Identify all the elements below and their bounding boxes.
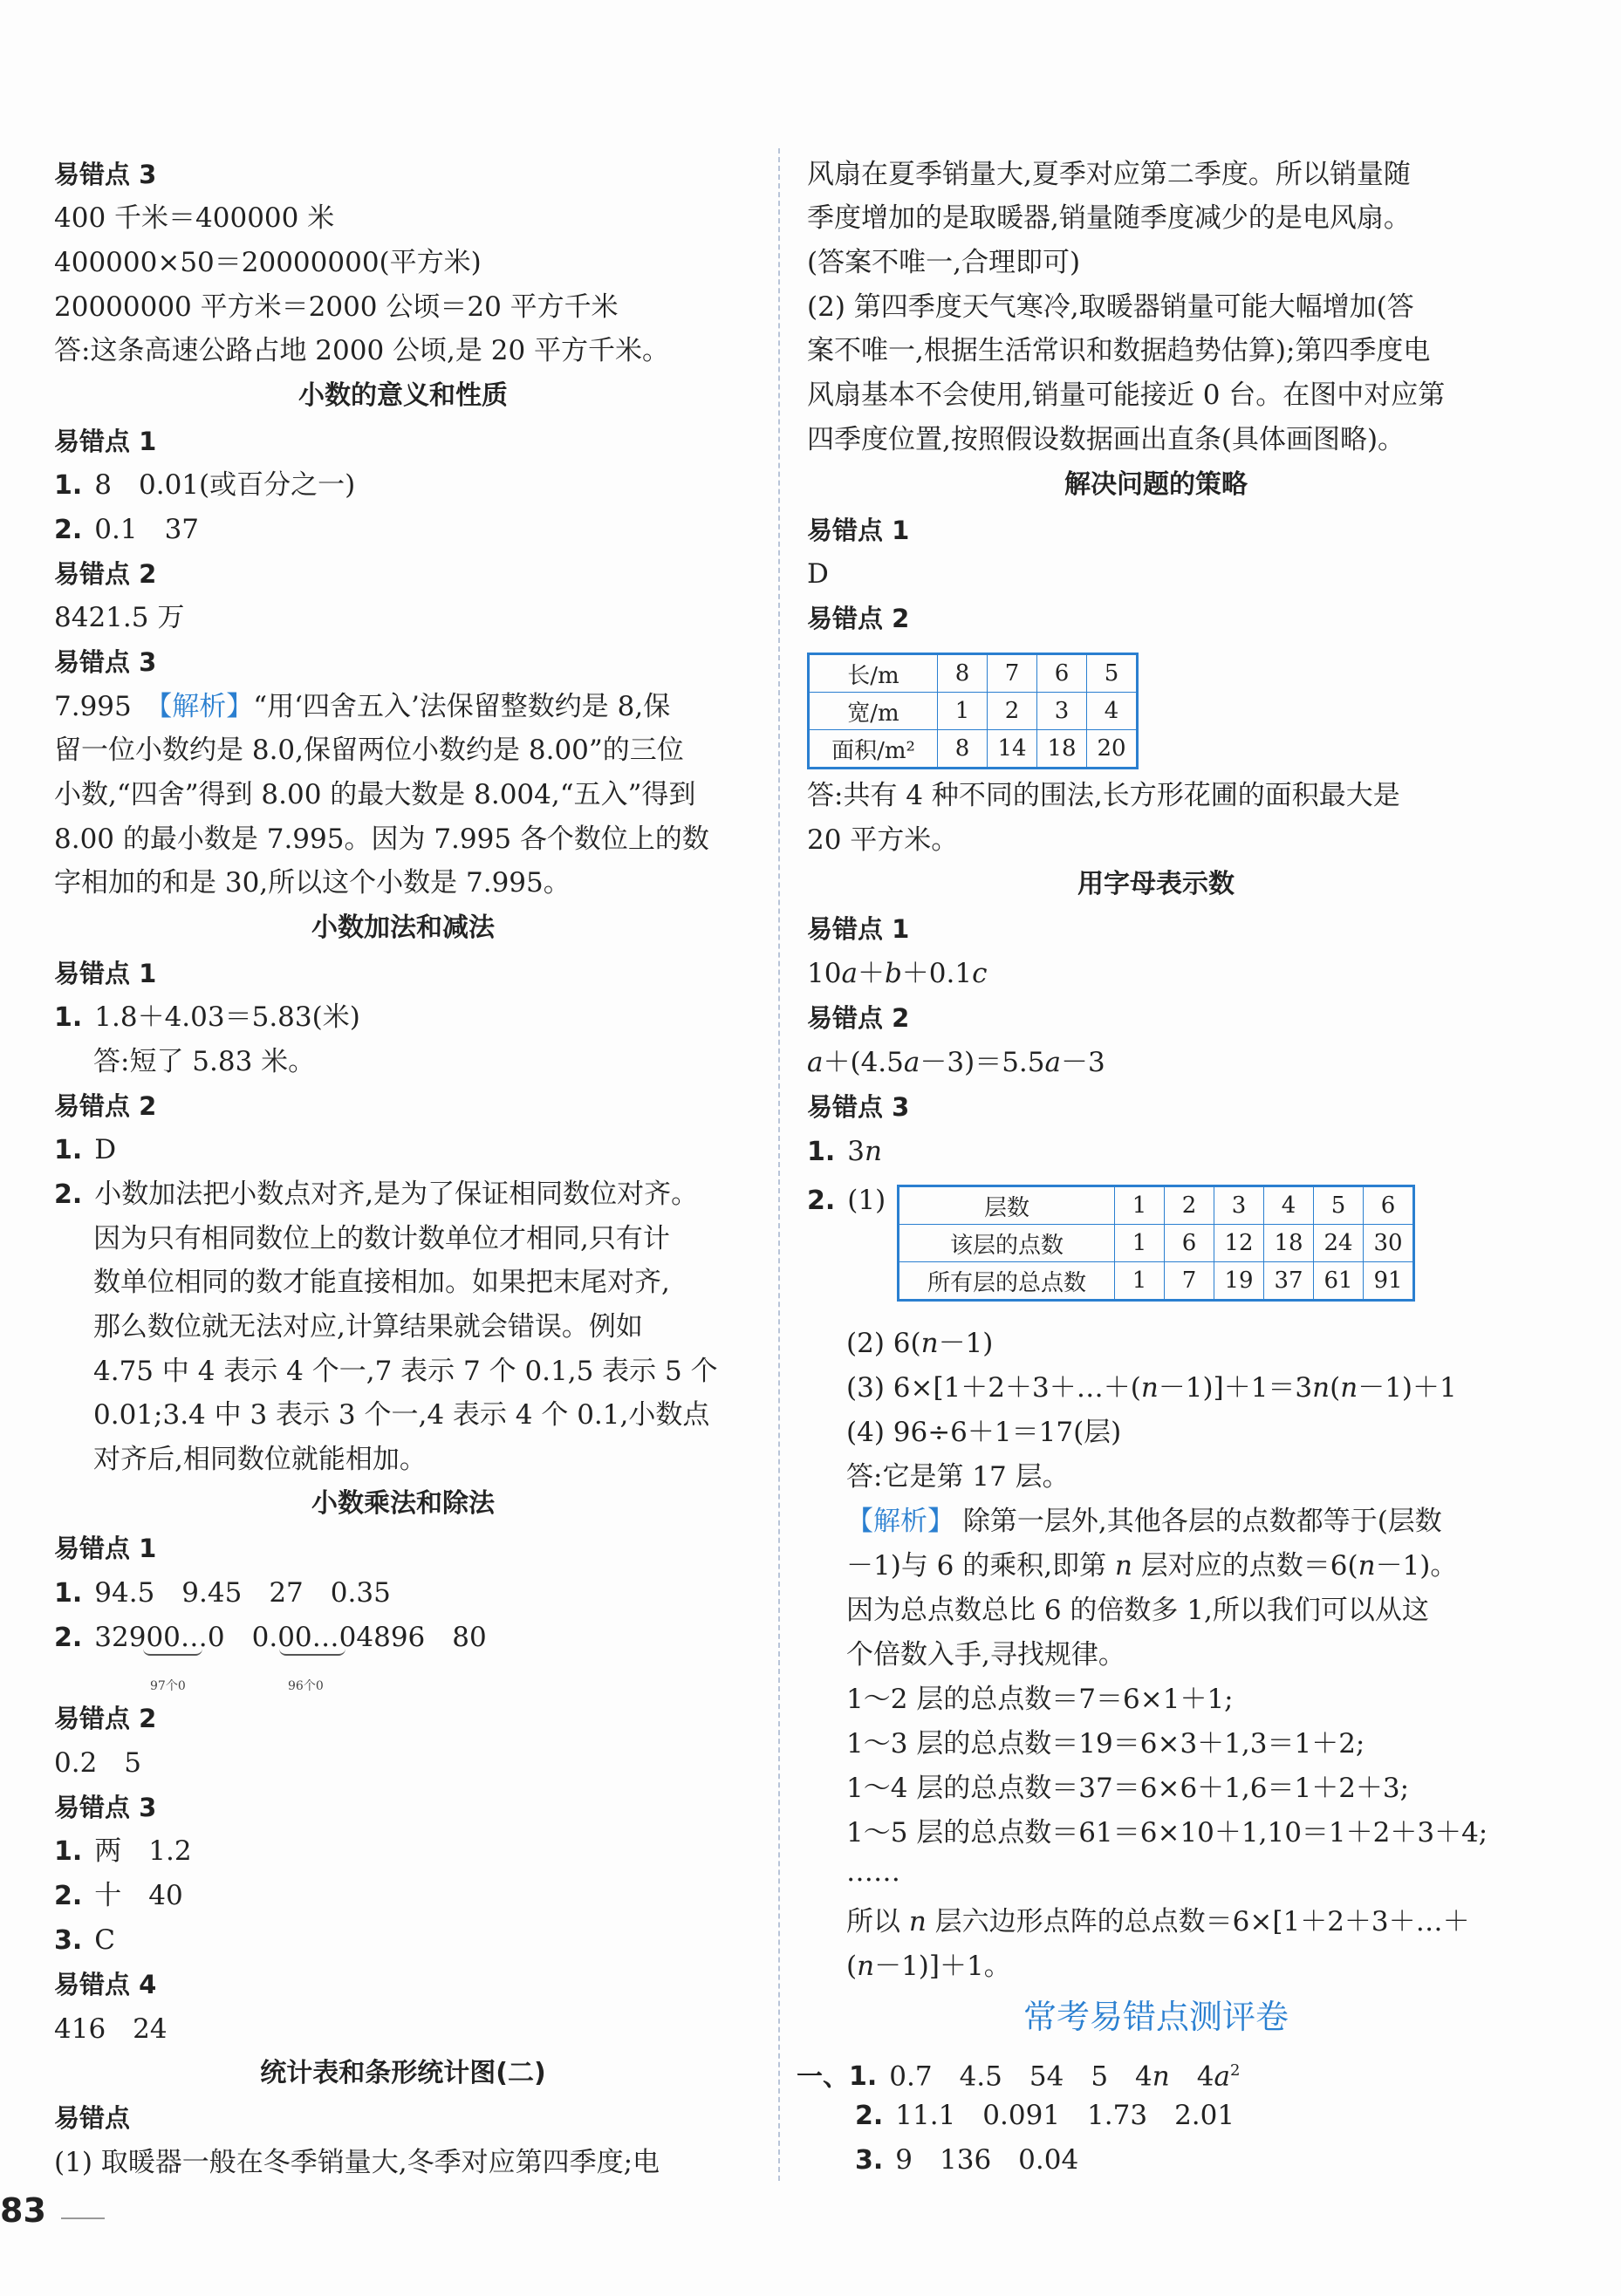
answer-line (54, 1878, 183, 1914)
section-title: 小数乘法和除法 (311, 1488, 495, 1519)
answer-text: 32900…0 (94, 1622, 225, 1653)
variable: n (908, 1906, 927, 1937)
formula-line (846, 1370, 1457, 1405)
text-line: 四季度位置,按照假设数据画出直条(具体画图略)。 (807, 424, 1406, 455)
answer-line (54, 1000, 360, 1035)
answer-line (54, 1834, 192, 1869)
answer-text: 11.1 0.091 1.73 2.01 (895, 2100, 1235, 2131)
text-line: 风扇基本不会使用,销量可能接近 0 台。在图中对应第 (807, 379, 1446, 411)
table-cell: 14 (988, 730, 1037, 769)
variable: n (1114, 1550, 1132, 1582)
variable: n (1340, 1372, 1358, 1404)
answer-line (54, 1620, 487, 1656)
table-row (809, 730, 1138, 769)
heading: 易错点 1 (807, 914, 910, 944)
formula-part: －1)]＋1。 (874, 1951, 1011, 1982)
variable: n (857, 1951, 875, 1982)
item-number: 3. (855, 2145, 884, 2176)
text-line: 答:它是第 17 层。 (846, 1461, 1070, 1493)
formula-part: 层对应的点数＝6( (1132, 1550, 1358, 1582)
formula-part: －1)]＋1＝3 (1158, 1372, 1313, 1404)
test-paper-title: 常考易错点测评卷 (1023, 1998, 1289, 2036)
text-line: 0.2 5 (54, 1747, 142, 1779)
text-line: D (807, 558, 829, 590)
answer-text: 7.995 (54, 691, 132, 722)
table-cell: 6 (1165, 1225, 1214, 1262)
table-row (899, 1225, 1414, 1262)
formula-part: 10 (807, 958, 842, 989)
answer-text: D (94, 1134, 117, 1165)
text-line: 答:这条高速公路占地 2000 公顷,是 20 平方千米。 (54, 335, 670, 366)
analysis-tag: 【解析】 (846, 1506, 954, 1537)
formula-part: －1)。 (1375, 1550, 1458, 1582)
text-line: 1～5 层的总点数＝61＝6×10＋1,10＝1＋2＋3＋4; (846, 1817, 1488, 1848)
analysis-text: 除第一层外,其他各层的点数都等于(层数 (962, 1506, 1442, 1537)
formula-part: 层六边形点阵的总点数＝6×[1＋2＋3＋…＋ (926, 1906, 1470, 1937)
formula-line (846, 1904, 1470, 1939)
text-line: 20000000 平方米＝2000 公顷＝20 平方千米 (54, 291, 619, 323)
text-line: …… (846, 1856, 900, 1888)
variable: n (920, 1328, 939, 1359)
text-line: (答案不唯一,合理即可) (807, 247, 1081, 278)
table-cell: 37 (1264, 1262, 1314, 1301)
answer-text: C (94, 1924, 116, 1956)
item-number: 2. (807, 1186, 836, 1216)
table-cell: 层数 (899, 1186, 1115, 1225)
table-cell: 6 (1364, 1186, 1414, 1225)
table-cell: 长/m (809, 654, 938, 693)
formula-line (846, 1949, 1011, 1984)
formula-part: (3) 6×[1＋2＋3＋…＋( (846, 1372, 1141, 1404)
table-cell: 1 (938, 693, 988, 730)
underbrace-icon (279, 1647, 345, 1656)
dot-pattern-table (897, 1185, 1415, 1302)
table-cell: 4 (1264, 1186, 1314, 1225)
formula-part: －3 (1060, 1047, 1105, 1078)
table-row (809, 654, 1138, 693)
text-line: (4) 96÷6＋1＝17(层) (846, 1417, 1122, 1448)
formula-part: －3)＝5.5 (920, 1047, 1045, 1078)
text-line: 答:共有 4 种不同的围法,长方形花圃的面积最大是 (807, 780, 1400, 811)
formula-part: ( (846, 1951, 858, 1982)
table-cell: 20 (1087, 730, 1138, 769)
answer-text: 8 0.01(或百分之一) (94, 469, 356, 501)
table-cell: 7 (1165, 1262, 1214, 1301)
text-line: 个倍数入手,寻找规律。 (846, 1639, 1125, 1671)
brace-label: 97个0 (150, 1679, 186, 1693)
answer-text: 80 (452, 1622, 487, 1653)
heading: 易错点 (54, 2103, 131, 2133)
heading: 易错点 2 (54, 559, 157, 589)
table-cell: 2 (1165, 1186, 1214, 1225)
section-title: 统计表和条形统计图(二) (260, 2058, 546, 2088)
analysis-text: “用‘四舍五入’法保留整数约是 8,保 (253, 691, 671, 722)
table-cell: 61 (1314, 1262, 1364, 1301)
answer-text: 9 136 0.04 (895, 2144, 1079, 2176)
table-cell: 7 (988, 654, 1037, 693)
page-number-rule (61, 2217, 105, 2219)
section-title: 解决问题的策略 (1064, 469, 1248, 500)
section-title: 小数的意义和性质 (298, 380, 508, 411)
table-cell: 所有层的总点数 (899, 1262, 1115, 1301)
heading: 易错点 3 (807, 1092, 910, 1122)
item-number: 1. (54, 1836, 83, 1867)
item-number: 2. (855, 2101, 884, 2131)
answer-line (54, 468, 355, 503)
item-number: 1. (807, 1137, 836, 1167)
item-number: 2. (54, 515, 83, 545)
answer-text: 小数加法把小数点对齐,是为了保证相同数位对齐。 (94, 1179, 699, 1210)
table-cell: 19 (1214, 1262, 1264, 1301)
heading: 易错点 1 (54, 427, 157, 456)
text-line: 答:短了 5.83 米。 (93, 1046, 316, 1077)
table-cell: 18 (1037, 730, 1087, 769)
formula-part: －1)与 6 的乘积,即第 (846, 1550, 1115, 1582)
variable: n (1358, 1550, 1376, 1582)
text-line: 4.75 中 4 表示 4 个一,7 表示 7 个 0.1,5 表示 5 个 (93, 1356, 718, 1387)
answer-text: 0.1 37 (94, 514, 200, 545)
table-cell: 30 (1364, 1225, 1414, 1262)
formula-part: ＋0.1 (901, 958, 973, 989)
variable: n (1152, 2060, 1170, 2093)
formula-line (807, 1045, 1105, 1080)
analysis-line (846, 1548, 1457, 1583)
formula-line (807, 956, 987, 991)
answer-line (807, 1183, 886, 1219)
table-cell: 12 (1214, 1225, 1264, 1262)
page-number: 83 (0, 2191, 46, 2230)
text-line: 因为总点数总比 6 的倍数多 1,所以我们可以从这 (846, 1595, 1429, 1626)
table-cell: 5 (1087, 654, 1138, 693)
table-row (809, 693, 1138, 730)
answer-line (855, 2098, 1235, 2134)
text-line: 季度增加的是取暖器,销量随季度减少的是电风扇。 (807, 202, 1411, 234)
table-cell: 4 (1087, 693, 1138, 730)
heading: 易错点 2 (807, 604, 910, 633)
text-line: (2) 第四季度天气寒冷,取暖器销量可能大幅增加(答 (807, 291, 1414, 323)
text-line: 因为只有相同数位上的数计数单位才相同,只有计 (93, 1223, 670, 1254)
variable: a (1214, 2060, 1230, 2093)
variable: n (1140, 1372, 1159, 1404)
text-line: 1～2 层的总点数＝7＝6×1＋1; (846, 1684, 1234, 1715)
table-cell: 2 (988, 693, 1037, 730)
heading: 易错点 3 (54, 647, 157, 677)
text-line: 小数,“四舍”得到 8.00 的最大数是 8.004,“五入”得到 (54, 779, 696, 810)
variable: n (1312, 1372, 1330, 1404)
heading: 易错点 2 (54, 1704, 157, 1733)
text-line: 留一位小数约是 8.0,保留两位小数约是 8.00”的三位 (54, 735, 684, 766)
text-line: 风扇在夏季销量大,夏季对应第二季度。所以销量随 (807, 159, 1411, 190)
table-cell: 24 (1314, 1225, 1364, 1262)
analysis-line (846, 1504, 1442, 1539)
heading: 易错点 4 (54, 1970, 157, 1999)
table-cell: 8 (938, 730, 988, 769)
text-line: 那么数位就无法对应,计算结果就会错误。例如 (93, 1311, 643, 1343)
heading: 易错点 1 (807, 516, 910, 545)
variable: b (884, 958, 902, 989)
section-title: 小数加法和减法 (311, 912, 495, 943)
table-cell: 3 (1037, 693, 1087, 730)
table-cell: 8 (938, 654, 988, 693)
item-number: 1. (54, 470, 83, 501)
table-cell: 宽/m (809, 693, 938, 730)
text-line: 20 平方米。 (807, 824, 959, 856)
table-row (899, 1186, 1414, 1225)
text-line: 1～4 层的总点数＝37＝6×6＋1,6＝1＋2＋3; (846, 1773, 1410, 1804)
analysis-line (54, 689, 670, 724)
answer-line (54, 1132, 116, 1168)
table-cell: 面积/m² (809, 730, 938, 769)
item-number: 1. (54, 1002, 83, 1033)
item-number: 2. (54, 1623, 83, 1653)
formula-line (846, 1326, 993, 1361)
table-row (899, 1262, 1414, 1301)
answer-line (797, 2053, 1240, 2094)
exponent: 2 (1229, 2061, 1241, 2080)
answer-line (54, 1177, 698, 1213)
answer-text: 4 (1196, 2060, 1214, 2093)
analysis-tag: 【解析】 (158, 691, 254, 722)
answer-text: 1.8＋4.03＝5.83(米) (94, 1001, 360, 1033)
answer-line (54, 512, 199, 548)
heading: 易错点 3 (54, 1793, 157, 1822)
text-line: 对齐后,相同数位就能相加。 (93, 1444, 427, 1475)
table-cell: 91 (1364, 1262, 1414, 1301)
formula-part: ( (1330, 1372, 1341, 1404)
item-number: 2. (54, 1881, 83, 1911)
table-cell: 6 (1037, 654, 1087, 693)
text-line: 字相加的和是 30,所以这个小数是 7.995。 (54, 867, 571, 899)
sub-number: (1) (847, 1185, 886, 1216)
item-number: 1. (54, 1578, 83, 1609)
formula-part: －1)＋1 (1358, 1372, 1457, 1404)
answer-line (54, 1575, 391, 1611)
formula-part: －1) (938, 1328, 994, 1359)
answer-text: 0.00…04896 (251, 1622, 426, 1653)
answer-text: 94.5 9.45 27 0.35 (94, 1577, 391, 1609)
text-line: 8421.5 万 (54, 602, 185, 633)
variable: a (807, 1047, 824, 1078)
formula-part: 3 (847, 1136, 865, 1167)
heading: 易错点 3 (54, 160, 157, 189)
text-line: 400 千米＝400000 米 (54, 202, 335, 234)
table-cell: 该层的点数 (899, 1225, 1115, 1262)
variable: c (972, 958, 988, 989)
variable: a (841, 958, 858, 989)
variable: a (903, 1047, 920, 1078)
column-divider (778, 148, 780, 2181)
answer-line (807, 1134, 882, 1170)
text-line: 数单位相同的数才能直接相加。如果把末尾对齐, (93, 1267, 670, 1298)
table-cell: 18 (1264, 1225, 1314, 1262)
text-line: 0.01;3.4 中 3 表示 3 个一,4 表示 4 个 0.1,小数点 (93, 1399, 710, 1431)
heading: 易错点 1 (54, 959, 157, 988)
variable: n (865, 1136, 882, 1167)
formula-part: ＋ (857, 958, 885, 989)
table-cell: 5 (1314, 1186, 1364, 1225)
item-number: 1. (849, 2061, 878, 2093)
table-cell: 3 (1214, 1186, 1264, 1225)
answer-text: 0.7 4.5 54 5 4 (889, 2060, 1152, 2093)
text-line: 案不唯一,根据生活常识和数据趋势估算);第四季度电 (807, 335, 1431, 366)
item-number: 1. (54, 1135, 83, 1165)
text-line: 400000×50＝20000000(平方米) (54, 247, 482, 278)
answer-text: 两 1.2 (94, 1835, 192, 1867)
underbrace-icon (143, 1647, 202, 1656)
answer-text: 十 40 (94, 1880, 183, 1911)
answer-line (54, 1923, 115, 1958)
text-line: 8.00 的最小数是 7.995。因为 7.995 各个数位上的数 (54, 823, 709, 855)
formula-part: (2) 6( (846, 1328, 921, 1359)
garden-table (807, 653, 1139, 769)
heading: 易错点 2 (807, 1003, 910, 1033)
brace-label: 96个0 (288, 1679, 324, 1693)
part-number: 一、 (797, 2061, 849, 2093)
text-line: 416 24 (54, 2013, 168, 2045)
variable: a (1044, 1047, 1061, 1078)
text-line: (1) 取暖器一般在冬季销量大,冬季对应第四季度;电 (54, 2147, 660, 2178)
item-number: 2. (54, 1179, 83, 1210)
section-title: 用字母表示数 (1077, 869, 1235, 899)
answer-line (855, 2142, 1078, 2178)
heading: 易错点 1 (54, 1534, 157, 1563)
table-cell: 1 (1115, 1262, 1165, 1301)
item-number: 3. (54, 1925, 83, 1956)
table-cell: 1 (1115, 1225, 1165, 1262)
formula-part: ＋(4.5 (823, 1047, 904, 1078)
text-line: 1～3 层的总点数＝19＝6×3＋1,3＝1＋2; (846, 1728, 1365, 1760)
table-cell: 1 (1115, 1186, 1165, 1225)
formula-part: 所以 (846, 1906, 909, 1937)
heading: 易错点 2 (54, 1091, 157, 1121)
